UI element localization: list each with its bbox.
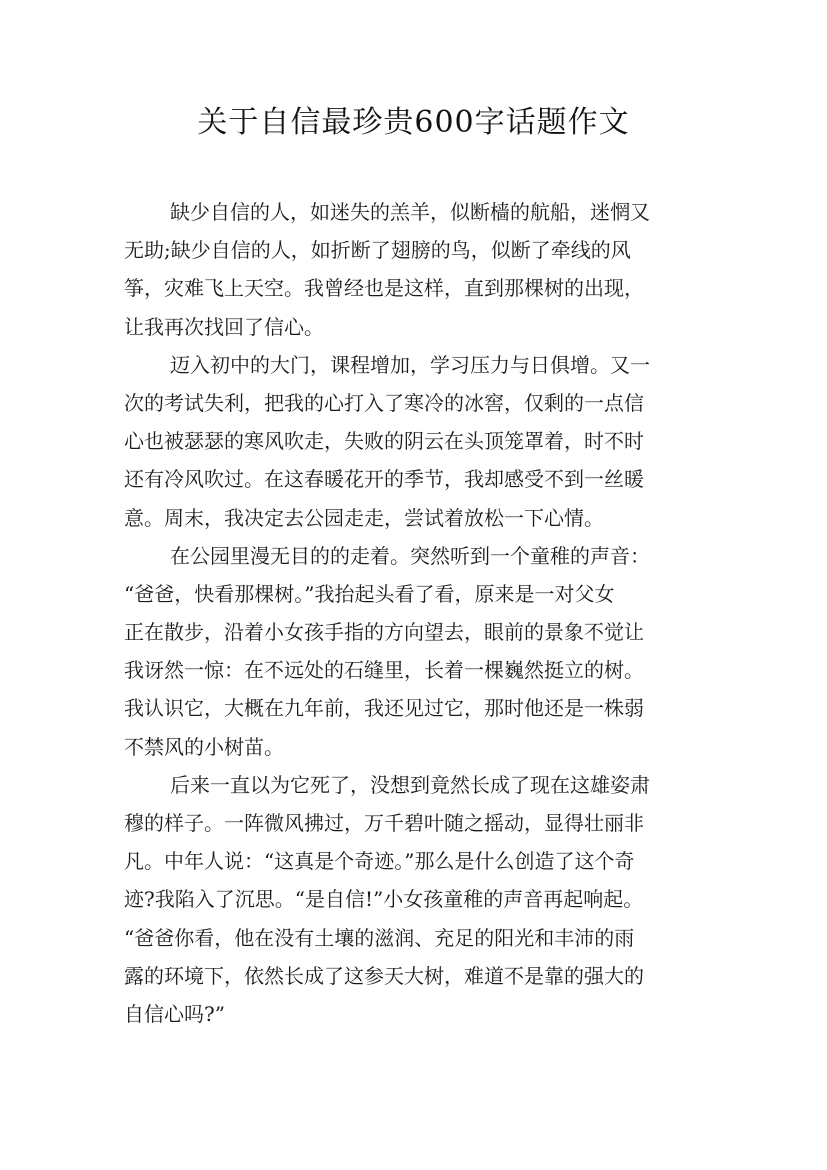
paragraph-2-line-4: 还有冷风吹过。在这春暖花开的季节，我却感受不到一丝暖 <box>124 467 644 492</box>
paragraph-4-line-3: 凡。中年人说：“这真是个奇迹。”那么是什么创造了这个奇 <box>124 849 635 874</box>
document-title: 关于自信最珍贵600字话题作文 <box>197 105 630 140</box>
paragraph-1-line-1: 缺少自信的人，如迷失的羔羊，似断樯的航船，迷惘又 <box>170 200 650 224</box>
paragraph-4-line-5: “爸爸你看，他在没有土壤的滋润、充足的阳光和丰沛的雨 <box>124 925 635 950</box>
paragraph-2-line-1: 迈入初中的大门，课程增加，学习压力与日俱增。又一 <box>170 352 650 377</box>
paragraph-2-line-5: 意。周末，我决定去公园走走，尝试着放松一下心情。 <box>124 505 604 530</box>
paragraph-4-line-2: 穆的样子。一阵微风拂过，万千碧叶随之摇动，显得壮丽非 <box>124 811 644 835</box>
paragraph-1-line-2: 无助;缺少自信的人，如折断了翅膀的鸟，似断了牵线的风 <box>124 238 631 263</box>
paragraph-2-line-3: 心也被瑟瑟的寒风吹走，失败的阴云在头顶笼罩着，时不时 <box>124 429 644 454</box>
paragraph-1-line-4: 让我再次找回了信心。 <box>124 314 324 339</box>
paragraph-3-line-3: 正在散步，沿着小女孩手指的方向望去，眼前的景象不觉让 <box>124 620 644 645</box>
paragraph-1-line-3: 筝，灾难飞上天空。我曾经也是这样，直到那棵树的出现， <box>124 276 644 301</box>
paragraph-3-line-2: “爸爸，快看那棵树。”我抬起头看了看，原来是一对父女 <box>124 581 615 606</box>
paragraph-4-line-7: 自信心吗?” <box>124 1001 225 1026</box>
paragraph-4-line-1: 后来一直以为它死了，没想到竟然长成了现在这雄姿肃 <box>170 772 650 797</box>
paragraph-3-line-6: 不禁风的小树苗。 <box>124 734 284 759</box>
paragraph-3-line-5: 我认识它，大概在九年前，我还见过它，那时他还是一株弱 <box>124 696 644 721</box>
paragraph-3-line-4: 我讶然一惊：在不远处的石缝里，长着一棵巍然挺立的树。 <box>124 658 644 683</box>
paragraph-3-line-1: 在公园里漫无目的的走着。突然听到一个童稚的声音： <box>170 543 650 568</box>
paragraph-4-line-6: 露的环境下，依然长成了这参天大树，难道不是靠的强大的 <box>124 963 644 988</box>
paragraph-2-line-2: 次的考试失利，把我的心打入了寒冷的冰窖，仅剩的一点信 <box>124 390 644 415</box>
paragraph-4-line-4: 迹?我陷入了沉思。“是自信!”小女孩童稚的声音再起响起。 <box>124 887 644 912</box>
essay-body <box>124 193 714 1033</box>
